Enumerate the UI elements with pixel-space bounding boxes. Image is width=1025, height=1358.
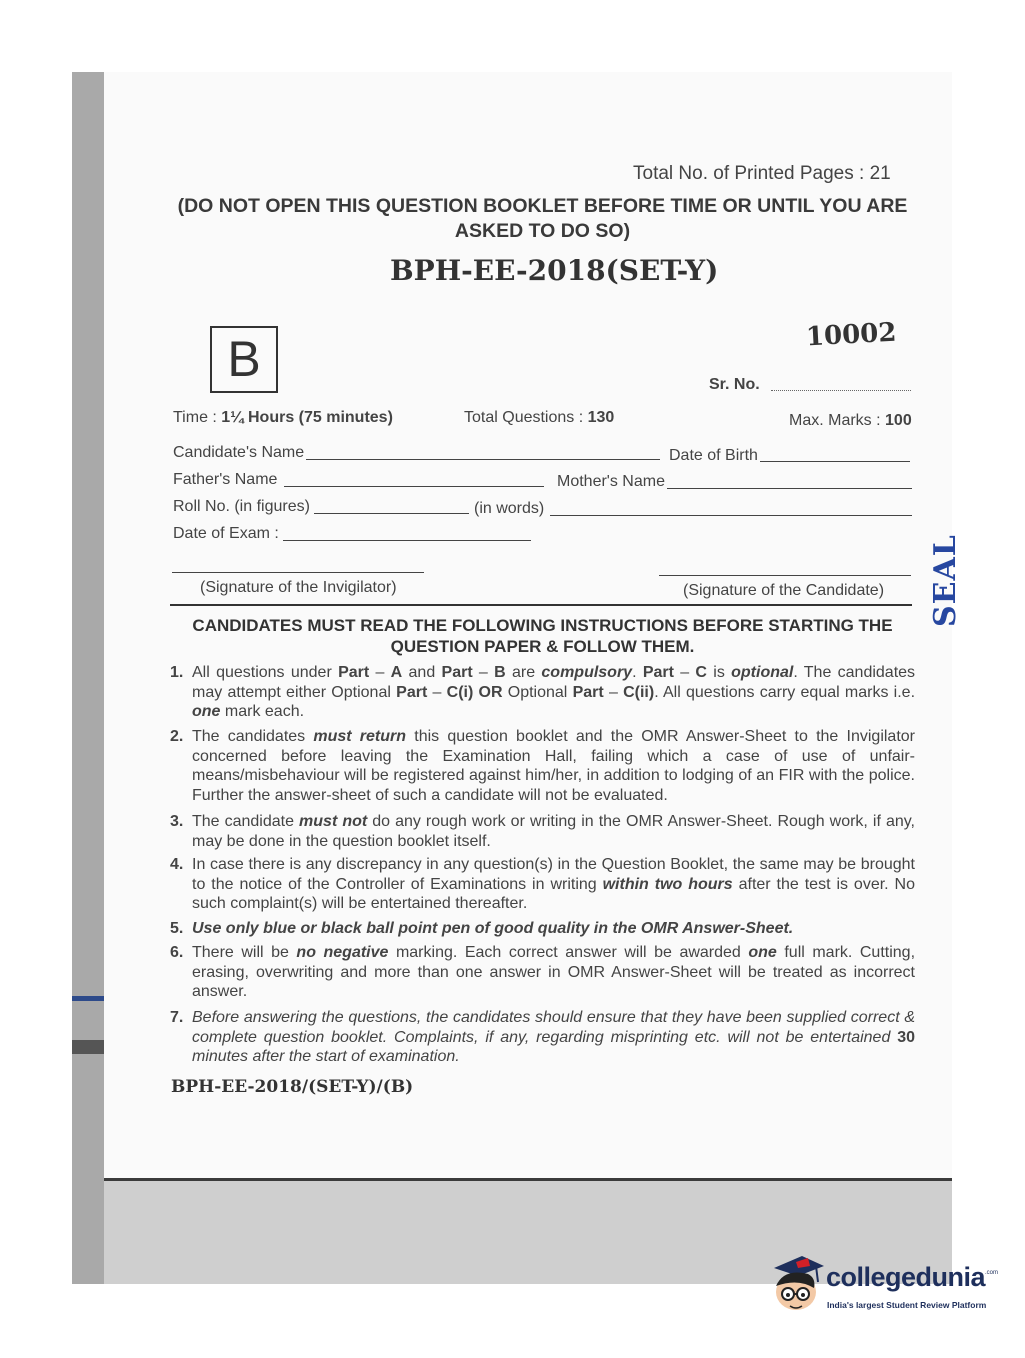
date-of-exam-label: Date of Exam : [173, 525, 279, 542]
footer-exam-code: BPH-EE-2018/(SET-Y)/(B) [171, 1077, 414, 1097]
father-name-line [284, 486, 544, 487]
booklet-series-box: B [210, 326, 278, 393]
invigilator-signature-line [172, 572, 424, 573]
serial-label: Sr. No. [709, 376, 760, 393]
instruction-number: 3. [170, 813, 184, 830]
brand-suffix: .com [985, 1270, 999, 1276]
date-of-birth-line [760, 461, 910, 462]
mother-name-line [667, 488, 912, 489]
instruction-item-6: 6. There will be no negative marking. Each correct answer will be awarded one full mark. Cutting, erasing, overwriting and more than one answer in OMR Answer-Sheet will be treated as incorrect answer. [170, 944, 916, 1000]
date-of-birth-label: Date of Birth [669, 447, 758, 464]
instruction-number: 1. [170, 664, 184, 681]
candidate-signature-line [659, 575, 911, 576]
serial-dotted-line [771, 390, 911, 391]
seal-stamp: SEAL [928, 534, 963, 627]
instruction-number: 4. [170, 856, 184, 873]
section-divider [170, 604, 912, 606]
scan-dark-mark [72, 1040, 104, 1054]
father-name-label: Father's Name [173, 471, 278, 488]
mother-name-label: Mother's Name [557, 473, 665, 490]
instruction-item-5: 5. Use only blue or black ball point pen of good quality in the OMR Answer-Sheet. [170, 920, 794, 937]
scan-left-edge [72, 72, 104, 1284]
mascot-logo-icon [768, 1254, 826, 1316]
instruction-number: 7. [170, 1009, 184, 1026]
roll-figures-label: Roll No. (in figures) [173, 498, 310, 515]
instruction-item-4: 4. In case there is any discrepancy in any question(s) in the Question Booklet, the same may be brought to the notice of the Controller of Examinations in writing within two hours after the test is over. No such complaint(s) will be entertained thereafter. [170, 856, 915, 912]
instruction-number: 6. [170, 944, 184, 961]
instruction-item-3: 3. The candidate must not do any rough work or writing in the OMR Answer-Sheet. Rough work, if any, may be done in the question booklet itself. [170, 813, 915, 850]
roll-figures-line [314, 513, 469, 514]
instruction-number: 2. [170, 728, 184, 745]
collegedunia-watermark [768, 1254, 999, 1320]
candidate-name-line [306, 459, 660, 460]
roll-words-label: (in words) [474, 500, 545, 517]
instruction-number: 5. [170, 920, 184, 937]
brand-tagline: India's largest Student Review Platform [827, 1300, 987, 1310]
do-not-open-warning: (DO NOT OPEN THIS QUESTION BOOKLET BEFORE TIME OR UNTIL YOU ARE ASKED TO DO SO) [177, 195, 908, 242]
roll-words-line [550, 515, 912, 516]
instruction-item-1: 1. All questions under Part – A and Part – B are compulsory. Part – C is optional. The candidates may attempt either Optional Part – C(i) OR Optional Part – C(ii). All questions carry equal marks i.e. one mark each. [170, 664, 916, 720]
instructions-heading: CANDIDATES MUST READ THE FOLLOWING INSTRUCTIONS BEFORE STARTING THE QUESTION PAPER & FOLLOW THEM. [192, 616, 893, 656]
exam-code: BPH-EE-2018(SET-Y) [390, 254, 719, 287]
invigilator-signature-label: (Signature of the Invigilator) [200, 579, 397, 596]
candidate-signature-label: (Signature of the Candidate) [683, 582, 885, 599]
max-marks: Max. Marks : 100 [789, 412, 912, 429]
scan-blue-mark [72, 996, 104, 1001]
time-info: Time : 1¼ Hours (75 minutes) [173, 409, 393, 426]
serial-number: 10002 [805, 317, 898, 353]
instruction-item-7: 7. Before answering the questions, the candidates should ensure that they have been supplied correct & complete question booklet. Complaints, if any, regarding misprinting etc. will not be entertained 30 minutes after the start of examination. [170, 1009, 915, 1065]
printed-pages: Total No. of Printed Pages : 21 [633, 163, 891, 184]
instruction-item-2: 2. The candidates must return this question booklet and the OMR Answer-Sheet to the Invigilator concerned before leaving the Examination Hall, failing which a case of use of unfair-means/misbehaviour will be registered against him/her, in addition to lodging of an FIR with the police. Further the answer-sheet of such a candidate will not be evaluated. [170, 728, 916, 804]
candidate-name-label: Candidate's Name [173, 444, 305, 461]
date-of-exam-line [283, 540, 531, 541]
page-bottom-edge [104, 1178, 952, 1181]
brand-name: collegedunia [826, 1262, 986, 1292]
total-questions: Total Questions : 130 [464, 409, 615, 426]
